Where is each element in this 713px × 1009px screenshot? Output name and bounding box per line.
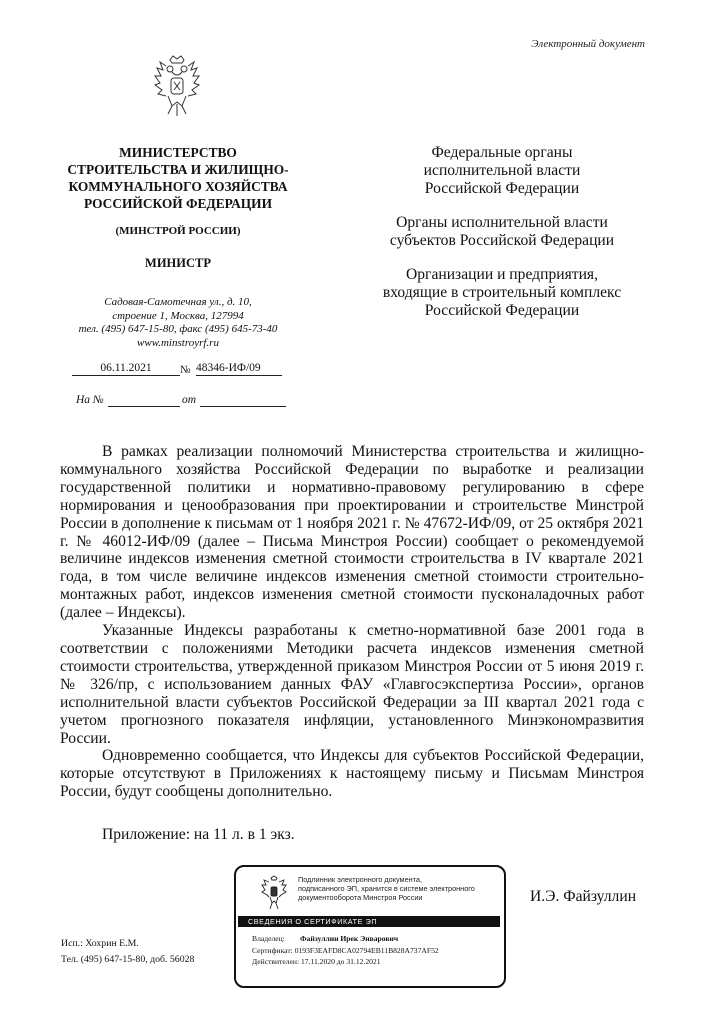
owner-row <box>252 933 502 945</box>
letter-body <box>60 443 644 801</box>
owner-label: Владелец: <box>252 934 285 943</box>
address-line: Садовая-Самотечная ул., д. 10, <box>104 296 252 308</box>
ministry-short-name: (МИНСТРОЙ РОССИИ) <box>115 225 241 237</box>
reply-number-blank <box>108 406 180 407</box>
registration-number: 48346-ИФ/09 <box>196 362 282 376</box>
address-line: тел. (495) 647-15-80, факс (495) 645-73-40 <box>78 323 278 335</box>
validity-value: 17.11.2020 до 31.12.2021 <box>300 957 381 966</box>
reply-from-word: от <box>182 394 197 406</box>
reply-date-blank <box>200 406 286 407</box>
position-title: МИНИСТР <box>145 256 211 270</box>
ministry-name-line: СТРОИТЕЛЬСТВА И ЖИЛИЩНО- <box>67 162 289 177</box>
ministry-name <box>50 144 306 212</box>
validity-row <box>252 956 502 968</box>
recipients-block <box>352 144 652 336</box>
body-paragraph: В рамках реализации полномочий Министерства строительства и жилищно-коммунального хозяйства Российской Федерации по выработке и реализации государственной политики и нормативно-правовому регулированию в сфере нормирования и ценообразования при проектировании и строительстве Минстрой России в дополнение к письмам от 1 ноября 2021 г. № 47672-ИФ/09, от 25 октября 2021 г. № 46012-ИФ/09 (далее – Письма Минстроя России) сообщает о рекомендуемой величине индексов изменения сметной стоимости строительства в IV квартале 2021 года, в том числе величине индексов изменения сметной стоимости строительно-монтажных работ, индексов изменения сметной стоимости пусконаладочных работ (далее – Индексы). <box>60 443 644 622</box>
recipient-line: Органы исполнительной власти <box>396 214 608 231</box>
recipient-line: Российской Федерации <box>424 180 580 197</box>
certificate-info-bar: СВЕДЕНИЯ О СЕРТИФИКАТЕ ЭП <box>238 916 500 927</box>
registration-line <box>72 362 284 378</box>
ministry-name-line: КОММУНАЛЬНОГО ХОЗЯЙСТВА <box>68 179 288 194</box>
body-paragraph: Одновременно сообщается, что Индексы для субъектов Российской Федерации, которые отсутствуют в Приложениях к настоящему письму и Письмам Минстроя России, будут сообщены дополнительно. <box>60 747 644 801</box>
reply-reference-line <box>76 394 288 408</box>
address-line: строение 1, Москва, 127994 <box>112 309 244 322</box>
stamp-notice <box>298 875 498 902</box>
recipient-line: субъектов Российской Федерации <box>389 232 615 249</box>
stamp-notice-line: документооборота Минстроя России <box>298 893 423 902</box>
body-paragraph: Указанные Индексы разработаны к сметно-нормативной базе 2001 года в соответствии с положениями Методики расчета индексов изменения сметной стоимости строительства, утвержденной приказом Минстроя России от 5 июня 2019 г. № 326/пр, с использованием данных ФАУ «Главгосэкспертиза России», органов исполнительной власти субъектов Российской Федерации за III квартал 2021 года с учетом прогнозного показателя инфляции, установленного Минэкономразвития России. <box>60 622 644 747</box>
reply-prefix: На № <box>76 394 104 406</box>
recipient-line: Федеральные органы <box>431 144 573 161</box>
stamp-emblem-icon <box>259 875 289 913</box>
recipient-line: входящие в строительный комплекс <box>382 284 622 301</box>
certificate-value: 0193F3EAFD8CA02794EB11B828A737AF52 <box>294 945 439 955</box>
recipient-line: Организации и предприятия, <box>405 266 598 283</box>
recipient-group <box>352 144 652 198</box>
certificate-details <box>252 933 502 968</box>
coat-of-arms-icon <box>146 52 208 126</box>
signer-name: И.Э. Файзуллин <box>530 888 637 905</box>
executor-phone: Тел. (495) 647-15-80, доб. 56028 <box>61 954 195 965</box>
validity-label: Действителен: <box>252 957 300 966</box>
executor-name: Исп.: Хохрин Е.М. <box>61 938 139 949</box>
recipient-line: исполнительной власти <box>423 162 581 179</box>
electronic-signature-stamp <box>234 865 506 988</box>
ministry-address <box>50 296 306 350</box>
recipient-group <box>352 214 652 250</box>
recipient-group <box>352 266 652 320</box>
number-sign: № <box>180 364 191 376</box>
certificate-label: Сертификат: <box>252 945 293 955</box>
website-link[interactable]: www.minstroyrf.ru <box>137 336 219 349</box>
attachment-note: Приложение: на 11 л. в 1 экз. <box>102 826 295 843</box>
ministry-name-line: РОССИЙСКОЙ ФЕДЕРАЦИИ <box>83 196 273 211</box>
stamp-notice-line: подписанного ЭП, хранится в системе электронного <box>298 884 475 893</box>
owner-value: Файзуллин Ирек Энварович <box>300 934 399 943</box>
executor-info <box>61 936 194 968</box>
ministry-name-line: МИНИСТЕРСТВО <box>119 145 237 160</box>
stamp-notice-line: Подлинник электронного документа, <box>298 875 423 884</box>
recipient-line: Российской Федерации <box>424 302 580 319</box>
registration-date: 06.11.2021 <box>72 362 180 376</box>
document-tagline: Электронный документ <box>531 38 645 50</box>
certificate-row <box>252 945 502 957</box>
